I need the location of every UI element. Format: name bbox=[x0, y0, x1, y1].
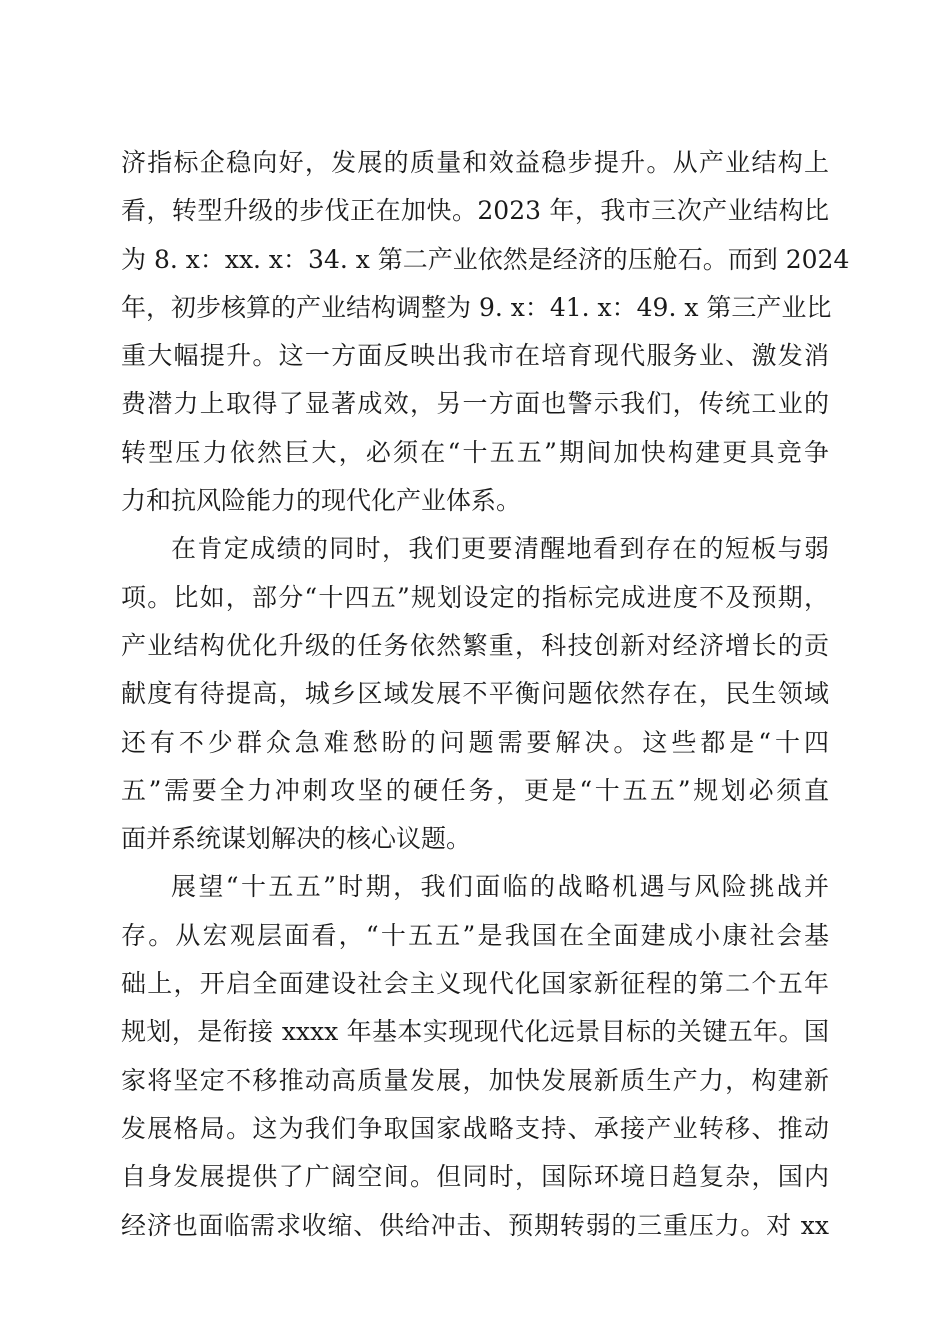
text-line: 展望“十五五”时期，我们面临的战略机遇与风险挑战并 bbox=[171, 872, 829, 902]
text-line: 五”需要全力冲刺攻坚的硬任务，更是“十五五”规划必须直 bbox=[121, 775, 829, 805]
text-line: 础上，开启全面建设社会主义现代化国家新征程的第二个五年 bbox=[121, 969, 829, 999]
text-line: 转型压力依然巨大，必须在“十五五”期间加快构建更具竞争 bbox=[121, 437, 829, 467]
text-line: 家将坚定不移推动高质量发展，加快发展新质生产力，构建新 bbox=[121, 1065, 829, 1095]
text-line: 还有不少群众急难愁盼的问题需要解决。这些都是“十四 bbox=[121, 727, 829, 757]
text-line: 经济也面临需求收缩、供给冲击、预期转弱的三重压力。对 xx bbox=[121, 1210, 829, 1240]
text-line: 面并系统谋划解决的核心议题。 bbox=[121, 824, 472, 854]
text-line: 项。比如，部分“十四五”规划设定的指标完成进度不及预期， bbox=[121, 582, 829, 612]
text-line: 看，转型升级的步伐正在加快。2023 年，我市三次产业结构比 bbox=[121, 196, 829, 226]
text-line: 在肯定成绩的同时，我们更要清醒地看到存在的短板与弱 bbox=[171, 534, 829, 564]
document-body bbox=[121, 139, 850, 1250]
text-line: 为 8. x：xx. x：34. x 第二产业依然是经济的压舱石。而到 2024 bbox=[121, 244, 850, 274]
text-line: 规划，是衔接 xxxx 年基本实现现代化远景目标的关键五年。国 bbox=[121, 1017, 829, 1047]
paragraph-1 bbox=[121, 139, 850, 525]
paragraph-3 bbox=[121, 863, 829, 1249]
text-line: 力和抗风险能力的现代化产业体系。 bbox=[121, 486, 522, 516]
text-line: 自身发展提供了广阔空间。但同时，国际环境日趋复杂，国内 bbox=[121, 1162, 829, 1192]
text-line: 费潜力上取得了显著成效，另一方面也警示我们，传统工业的 bbox=[121, 389, 829, 419]
text-line: 献度有待提高，城乡区域发展不平衡问题依然存在，民生领域 bbox=[121, 679, 829, 709]
paragraph-2 bbox=[121, 525, 829, 863]
text-line: 发展格局。这为我们争取国家战略支持、承接产业转移、推动 bbox=[121, 1113, 829, 1143]
text-line: 重大幅提升。这一方面反映出我市在培育现代服务业、激发消 bbox=[121, 341, 829, 371]
text-line: 济指标企稳向好，发展的质量和效益稳步提升。从产业结构上 bbox=[121, 148, 829, 177]
text-line: 存。从宏观层面看，“十五五”是我国在全面建成小康社会基 bbox=[121, 920, 829, 950]
text-line: 产业结构优化升级的任务依然繁重，科技创新对经济增长的贡 bbox=[121, 630, 829, 660]
text-line: 年，初步核算的产业结构调整为 9. x：41. x：49. x 第三产业比 bbox=[121, 292, 832, 322]
